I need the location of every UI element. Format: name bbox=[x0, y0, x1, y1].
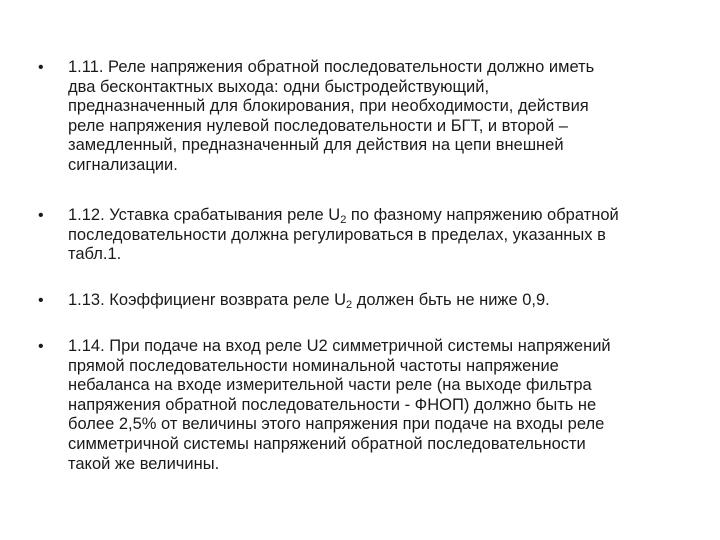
bullet-text-before: 1.12. Уставка срабатывания реле U bbox=[68, 206, 341, 224]
bullet-marker: • bbox=[38, 59, 44, 76]
bullet-text bbox=[68, 291, 686, 311]
bullet-text: 1.11. Реле напряжения обратной последовательности должно иметь два бесконтактных выхода: одни быстродействующий, предназначенный для блокирования, при необходимости, действия реле напряжения нулевой последовательности и БГТ, и второй – замедленный, предназначенный для действия на цепи внешней сигнализации. bbox=[68, 58, 595, 174]
bullet-marker: • bbox=[38, 338, 44, 355]
bullet-text-after: по фазному напряжению обратной последовательности должна регулироваться в пределах, указанных в табл.1. bbox=[68, 206, 619, 264]
bullet-text-before: 1.13. Коэффициенr возврата реле U bbox=[68, 291, 347, 309]
bullet-marker: • bbox=[38, 292, 44, 309]
bullet-marker: • bbox=[38, 207, 44, 224]
bullet-text bbox=[68, 206, 686, 265]
bullet-text: 1.14. При подаче на вход реле U2 симметричной системы напряжений прямой последовательности номинальной частоты напряжение небаланса на входе измерительной части реле (на выходе фильтра напряжения обратной последовательности - ФНОП) должно быть не более 2,5% от величины этого напряжения при подаче на входы реле симметричной системы напряжений обратной последовательности такой же величины. bbox=[68, 337, 611, 473]
subscript: 2 bbox=[346, 299, 353, 311]
subscript: 2 bbox=[340, 214, 347, 226]
bullet-text-after: должен бьть не ниже 0,9. bbox=[352, 291, 550, 309]
